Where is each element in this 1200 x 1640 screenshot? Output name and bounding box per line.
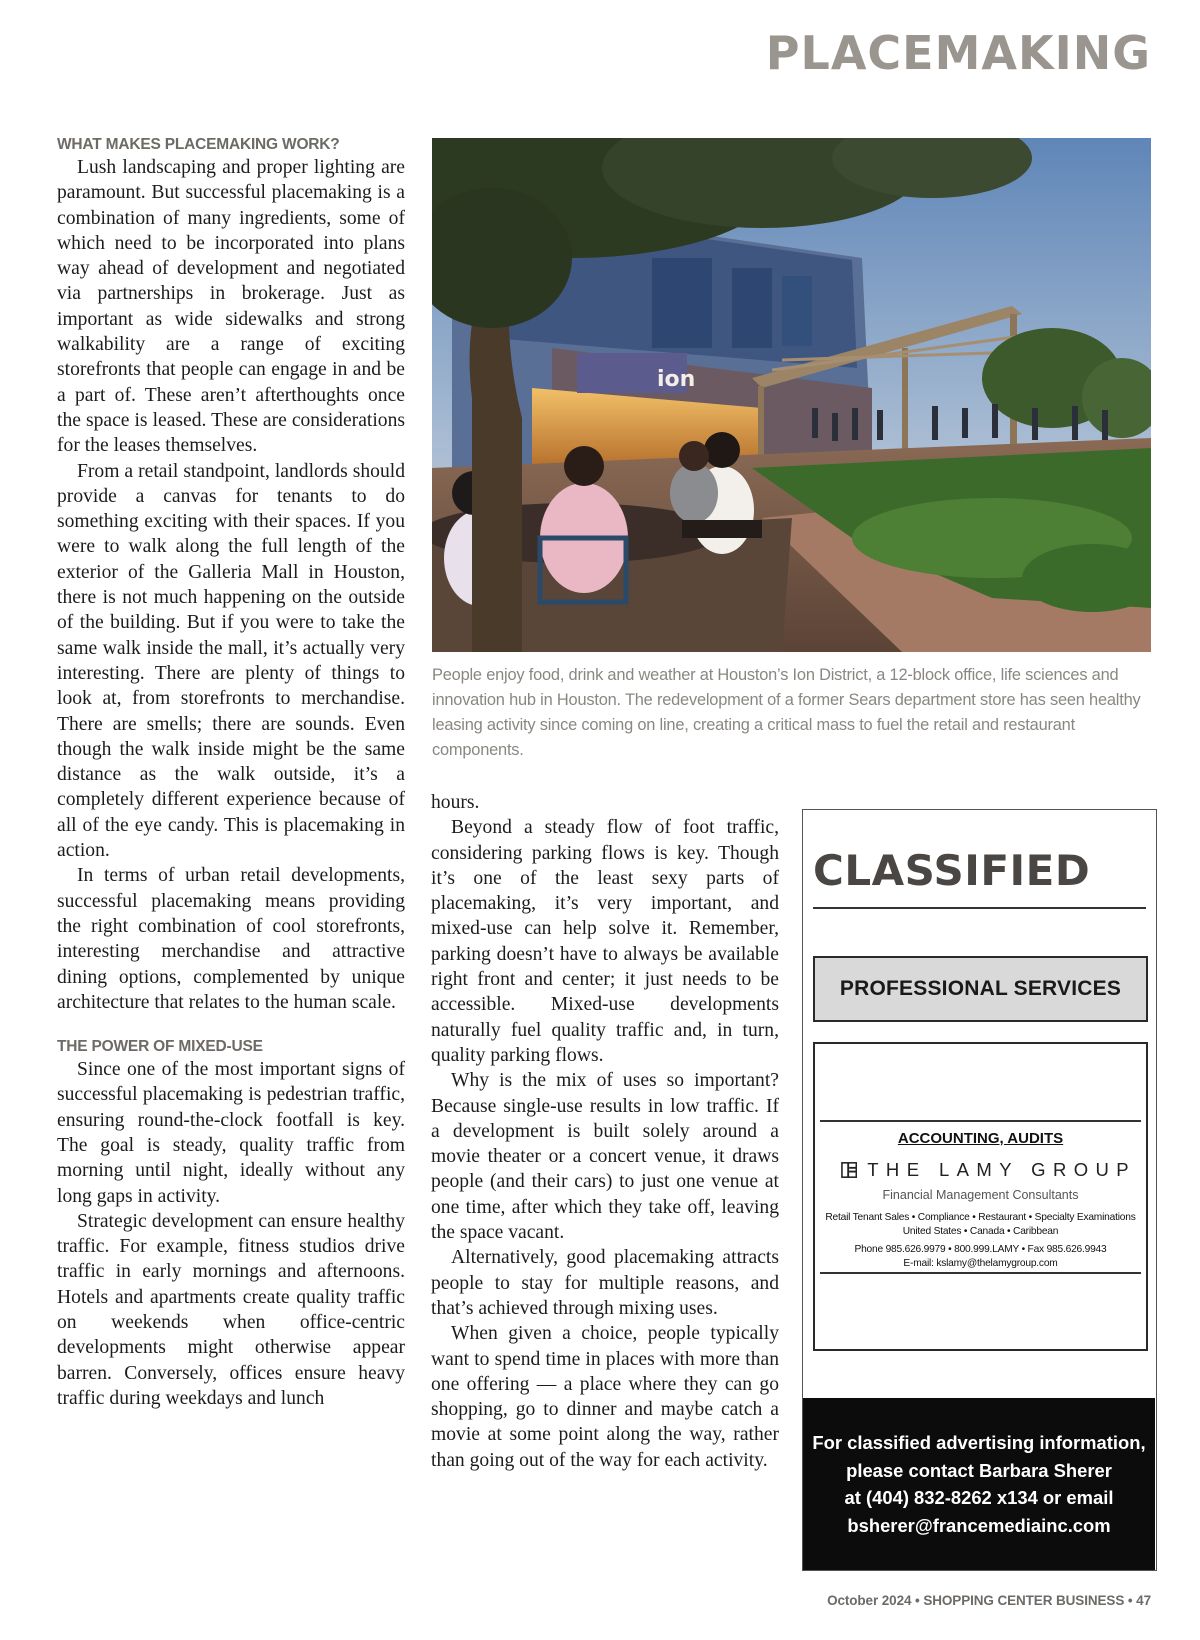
publication-name: SHOPPING CENTER BUSINESS [923,1593,1125,1608]
article-left-column [57,135,405,1411]
lamy-group-ad[interactable] [813,1042,1148,1351]
article-middle-column [431,790,779,1473]
ad-heading: ACCOUNTING, AUDITS [897,1130,1064,1147]
paragraph: Lush landscaping and proper lighting are paramount. But successful placemaking is a combination of many ingredients, some of which need to be incorporated into plans way ahead of development and negotiated via partnerships in brokerage. Just as important as wide sidewalks and strong walkability are a range of exciting storefronts that people can engage in and be a part of. These aren’t afterthoughts once the space is leased. These are considerations for the leases themselves. [57,157,405,457]
subhead-power-of-mixed-use: THE POWER OF MIXED-USE [57,1038,263,1056]
section-title: PLACEMAKING [765,26,1151,80]
paragraph: Alternatively, good placemaking attracts people to stay for multiple reasons, and that’s achieved through mixing uses. [431,1247,779,1319]
company-logo [841,1156,1136,1184]
issue-date: October 2024 [827,1593,912,1608]
building-logo-icon [841,1157,857,1183]
company-name: THE LAMY GROUP [867,1159,1136,1180]
ion-district-photo [432,138,1151,652]
classified-section [802,809,1157,1571]
page-number: 47 [1136,1593,1151,1608]
divider [813,907,1146,909]
paragraph: In terms of urban retail developments, successful placemaking means providing the right combination of cool storefronts, interesting merchandise and attractive dining options, complemented by unique architecture that relates to the human scale. [57,865,405,1013]
storefront-sign: ion [657,367,696,392]
divider [820,1120,1141,1122]
paragraph: When given a choice, people typically want to spend time in places with more than one offering — a place where they can go shopping, go to dinner and maybe catch a movie at some point along the way, rather than going out of the way for each activity. [431,1323,779,1471]
ad-regions: United States • Canada • Caribbean [902,1226,1059,1237]
contact-line: at (404) 832-8262 x134 or email [844,1487,1114,1508]
ad-services: Retail Tenant Sales • Compliance • Restaurant • Specialty Examinations [825,1212,1136,1223]
paragraph: Since one of the most important signs of successful placemaking is pedestrian traffic, ensuring round-the-clock footfall is key. The goal is steady, quality traffic from morning until night, ideally without any long gaps in activity. [57,1059,405,1207]
classified-title: CLASSIFIED [813,846,1091,895]
paragraph: Strategic development can ensure healthy traffic. For example, fitness studios drive traffic in early mornings and afternoons. Hotels and apartments create quality traffic on weekends when office-centric developments might otherwise appear barren. Conversely, offices ensure heavy traffic during weekdays and lunch [57,1210,405,1409]
ad-phones: Phone 985.626.9979 • 800.999.LAMY • Fax 985.626.9943 [854,1244,1107,1255]
classified-contact-info [803,1398,1155,1570]
page-footer: October 2024 • SHOPPING CENTER BUSINESS • 47 [827,1593,1151,1608]
professional-services-header: PROFESSIONAL SERVICES [813,956,1148,1022]
subhead-what-makes-placemaking-work: WHAT MAKES PLACEMAKING WORK? [57,136,340,153]
paragraph: Beyond a steady flow of foot traffic, considering parking flows is key. Though it’s one of the least sexy parts of placemaking, it’s very important, and mixed-use can help solve it. Remember, parking doesn’t have to always be available right front and center; it just needs to be accessible. Mixed-use developments naturally fuel quality traffic and, in turn, quality parking flows. [431,817,779,1066]
photo-caption: People enjoy food, drink and weather at Houston’s Ion District, a 12-block office, life sciences and innovation hub in Houston. The redevelopment of a former Sears department store has seen healthy leasing activity since coming on line, creating a critical mass to fuel the retail and restaurant components. [432,666,1141,759]
divider [820,1272,1141,1274]
contact-line: please contact Barbara Sherer [846,1459,1112,1481]
ad-email[interactable]: E-mail: kslamy@thelamygroup.com [903,1258,1058,1269]
contact-email[interactable]: bsherer@francemediainc.com [847,1514,1111,1536]
company-tagline: Financial Management Consultants [882,1188,1079,1202]
paragraph: From a retail standpoint, landlords should provide a canvas for tenants to do something exciting with their spaces. If you were to walk along the full length of the exterior of the Galleria Mall in Houston, there is not much happening on the outside of the building. But if you were to take the same walk inside the mall, it’s actually very interesting. There are plenty of things to look at, from storefronts to merchandise. There are smells; there are sounds. Even though the walk inside might be the same distance as the walk outside, it’s a completely different experience because of all of the eye candy. This is placemaking in action. [57,460,405,862]
contact-line: For classified advertising information, [812,1432,1146,1453]
paragraph-continuation: hours. [431,792,480,813]
paragraph: Why is the mix of uses so important? Because single-use results in low traffic. If a development is built solely around a movie theater or a concert venue, it draws people (and their cars) to just one venue at one time, after which they take off, leaving the space vacant. [431,1070,779,1244]
